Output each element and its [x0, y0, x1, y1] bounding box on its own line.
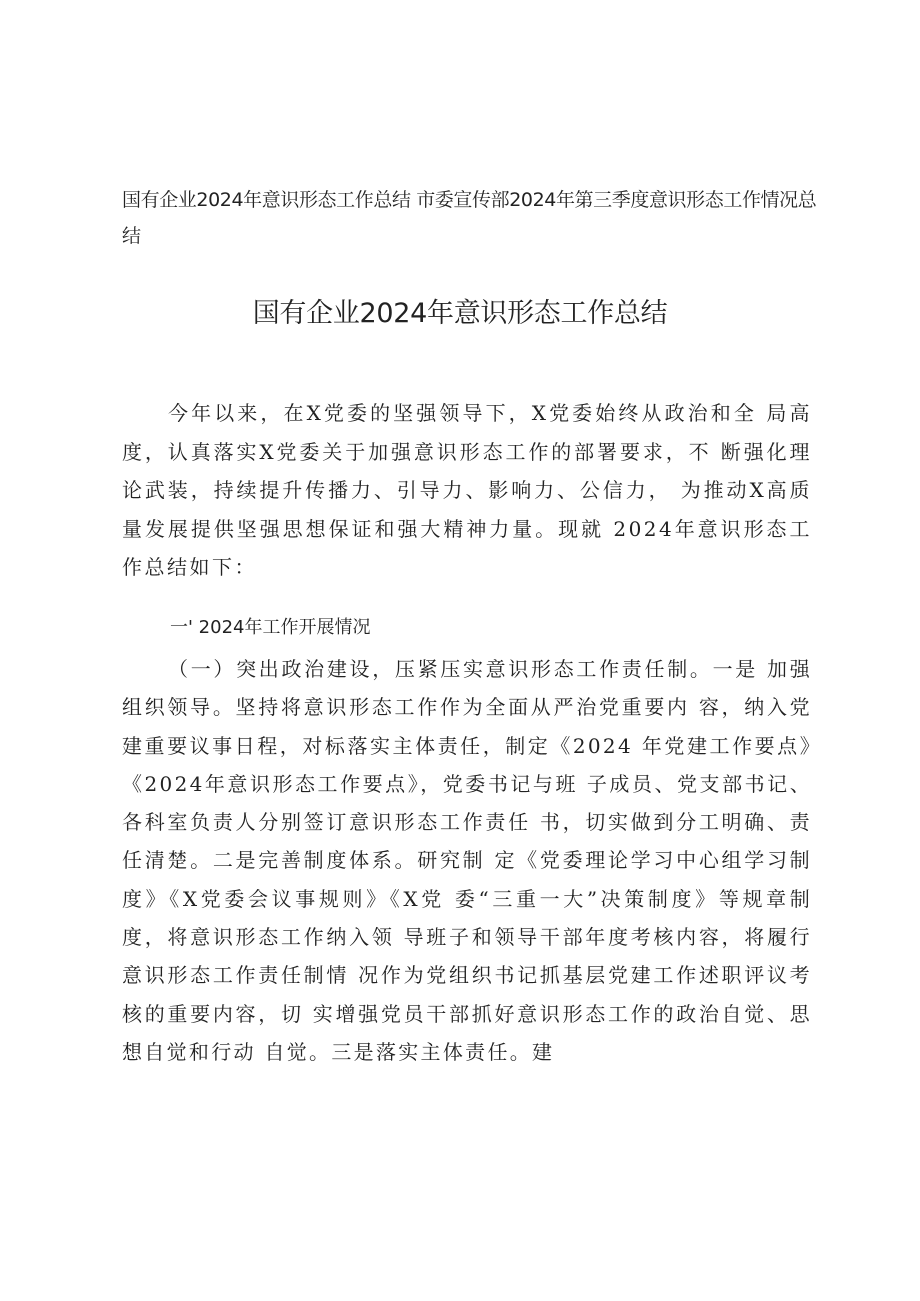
- header-title: 国有企业2024年意识形态工作总结 市委宣传部2024年第三季度意识形态工作情况总结: [122, 189, 817, 247]
- section-paragraph: （一）突出政治建设，压紧压实意识形态工作责任制。一是 加强组织领导。坚持将意识形态工作作为全面从严治党重要内 容，纳入党建重要议事日程，对标落实主体责任，制定《2024 年党建工作要点》《2024年意识形态工作要点》，党委书记与班 子成员、党支部书记、各科室负责人分别签订意识形态工作责任 书，切实做到分工明确、责任清楚。二是完善制度体系。研究制 定《党委理论学习中心组学习制度》《X党委会议事规则》《X党 委“三重一大”决策制度》等规章制度，将意识形态工作纳入领 导班子和领导干部年度考核内容，将履行意识形态工作责任制情 况作为党组织书记抓基层党建工作述职评议考核的重要内容，切 实增强党员干部抓好意识形态工作的政治自觉、思想自觉和行动 自觉。三是落实主体责任。建: [122, 657, 812, 1064]
- intro-paragraph: 今年以来，在X党委的坚强领导下，X党委始终从政治和全 局高度，认真落实X党委关于加强意识形态工作的部署要求，不 断强化理论武装，持续提升传播力、引导力、影响力、公信力， 为推动X高质量发展提供坚强思想保证和强大精神力量。现就 2024年意识形态工作总结如下：: [122, 401, 812, 579]
- document-title: 国有企业2024年意识形态工作总结: [252, 298, 668, 329]
- section-heading: 一' 2024年工作开展情况: [170, 617, 371, 638]
